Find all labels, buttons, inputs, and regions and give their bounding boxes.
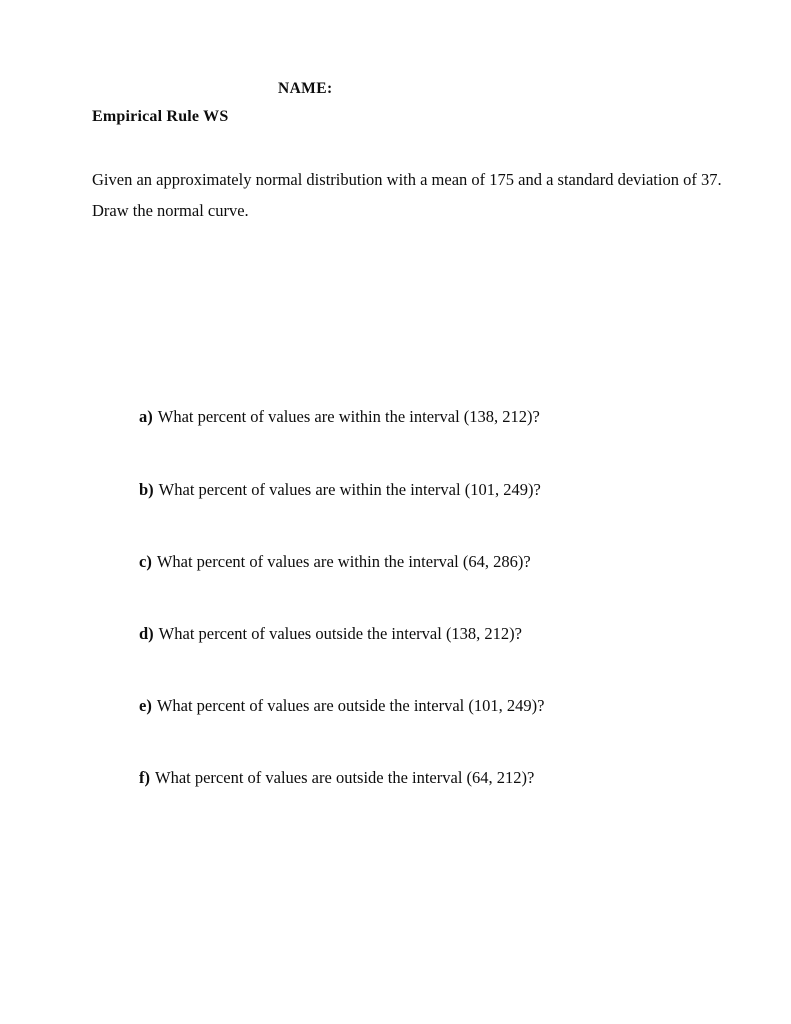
question-b-text: What percent of values are within the interval (101, 249)? xyxy=(158,480,541,499)
question-d xyxy=(139,623,522,645)
question-b-label: b) xyxy=(139,480,154,499)
question-a-label: a) xyxy=(139,407,153,426)
question-d-text: What percent of values outside the interval (138, 212)? xyxy=(158,624,523,643)
question-f xyxy=(139,767,534,789)
question-b xyxy=(139,479,541,501)
question-e-text: What percent of values are outside the interval (101, 249)? xyxy=(156,696,545,715)
question-f-text: What percent of values are outside the interval (64, 212)? xyxy=(155,768,535,787)
question-d-label: d) xyxy=(139,624,154,643)
worksheet-title: Empirical Rule WS xyxy=(92,108,229,125)
intro-paragraph: Given an approximately normal distribution with a mean of 175 and a standard deviation of 37. Draw the normal curve. xyxy=(92,170,722,220)
question-a-text: What percent of values are within the interval (138, 212)? xyxy=(157,407,540,426)
question-c-label: c) xyxy=(139,552,152,571)
question-f-label: f) xyxy=(139,768,150,787)
question-e-label: e) xyxy=(139,696,152,715)
question-a xyxy=(139,406,540,428)
question-e xyxy=(139,695,544,717)
name-field-label: NAME: xyxy=(278,80,333,97)
question-c-text: What percent of values are within the interval (64, 286)? xyxy=(156,552,531,571)
question-c xyxy=(139,551,531,573)
